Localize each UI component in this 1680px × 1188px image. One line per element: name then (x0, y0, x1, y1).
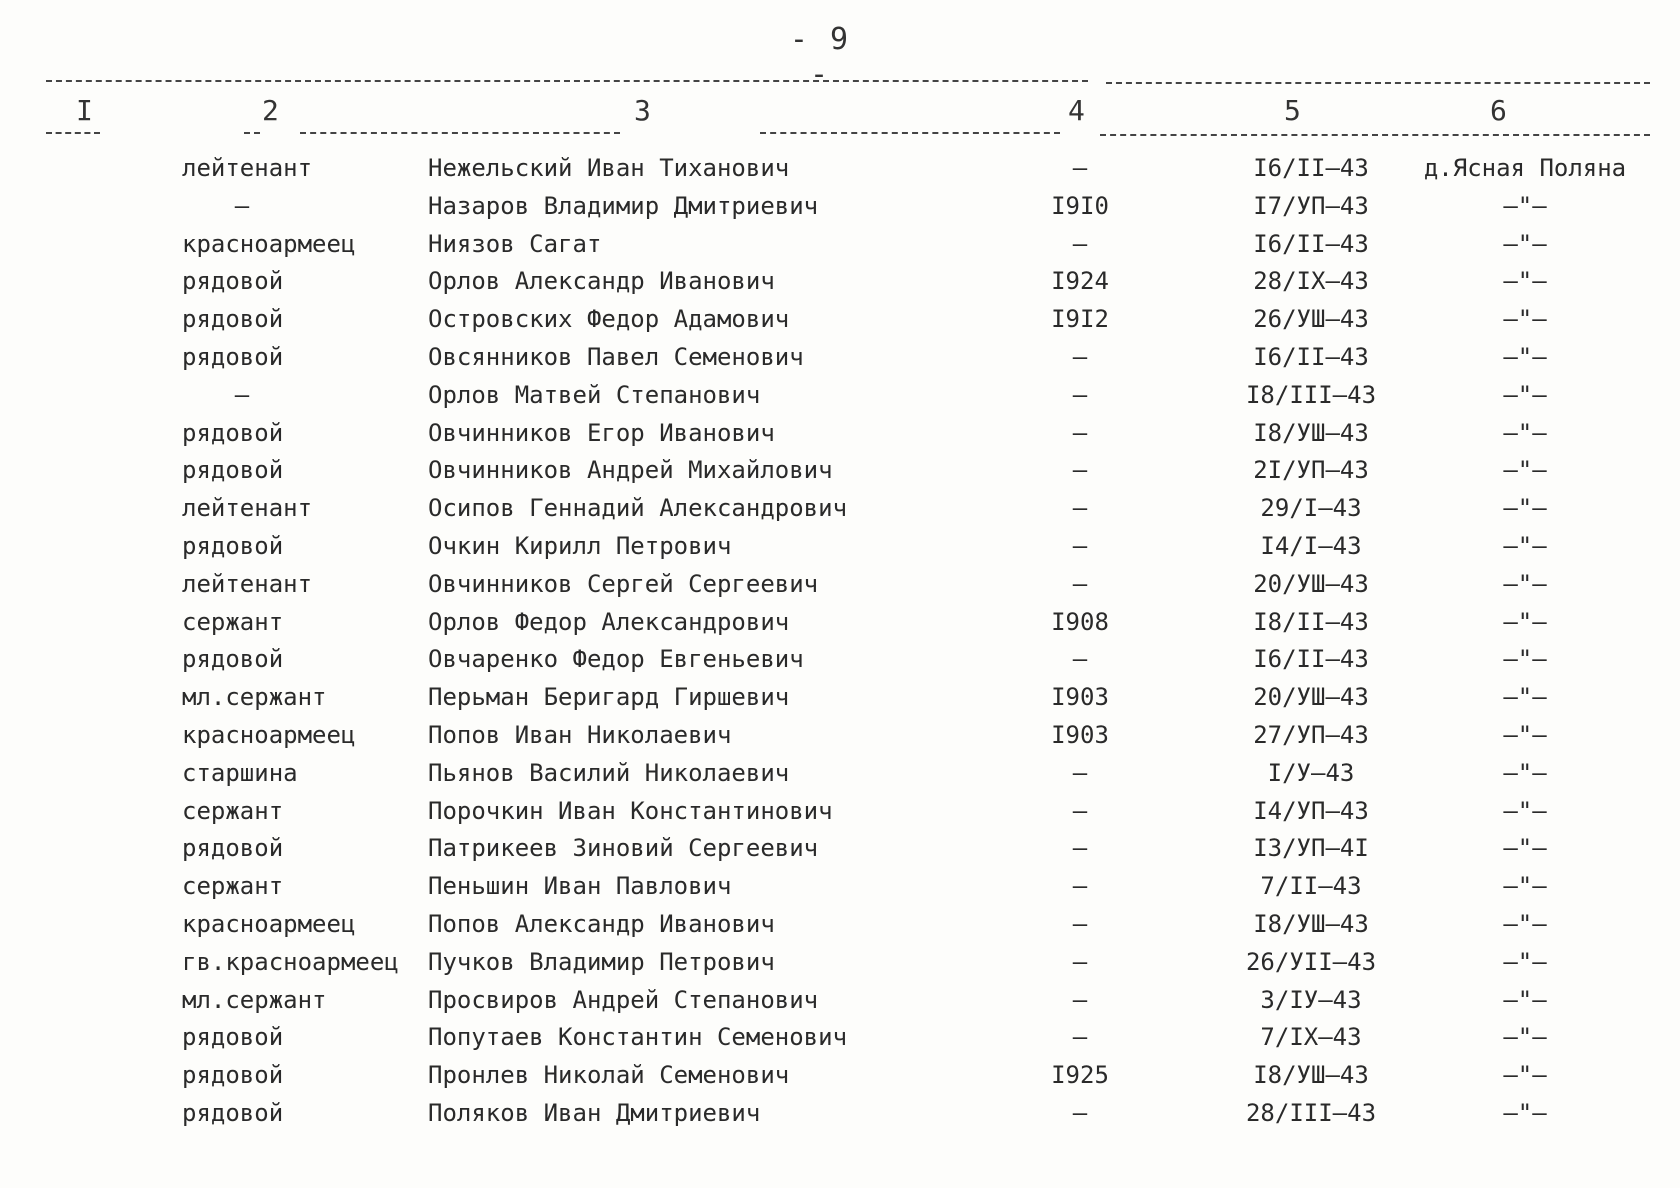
place-cell: –"– (1503, 947, 1547, 976)
date-cell: 7/IX–43 (1260, 1023, 1362, 1052)
table-row (0, 188, 1680, 226)
rank-cell: лейтенант (182, 154, 313, 182)
table-row (0, 755, 1680, 793)
rank-cell: рядовой (182, 305, 284, 334)
place-cell: –"– (1503, 645, 1547, 674)
name-cell: Попов Александр Иванович (428, 909, 775, 938)
birth-year-cell: – (1072, 154, 1088, 182)
place-cell: –"– (1503, 834, 1547, 863)
place-cell: –"– (1503, 569, 1547, 598)
place-cell: –"– (1503, 456, 1547, 485)
rank-cell: рядовой (182, 531, 284, 560)
date-cell: 20/УШ–43 (1253, 569, 1369, 598)
place-cell: –"– (1503, 1023, 1547, 1052)
column-header-2: 2 (262, 94, 279, 127)
table-row (0, 301, 1680, 339)
rank-cell: сержант (182, 796, 284, 825)
date-cell: I8/УШ–43 (1253, 418, 1369, 447)
table-row (0, 679, 1680, 717)
table-row (0, 1057, 1680, 1095)
table-row (0, 944, 1680, 982)
table-row (0, 566, 1680, 604)
place-cell: –"– (1503, 720, 1547, 749)
rank-cell: рядовой (182, 456, 284, 485)
place-cell: –"– (1503, 305, 1547, 334)
date-cell: I8/III–43 (1245, 380, 1377, 409)
name-cell: Овчинников Егор Иванович (428, 418, 775, 447)
header-top-rule (46, 80, 1088, 82)
place-cell: –"– (1503, 758, 1547, 787)
birth-year-cell: – (1072, 380, 1088, 409)
date-cell: 20/УШ–43 (1253, 683, 1369, 712)
date-cell: I4/I–43 (1260, 531, 1362, 560)
name-cell: Попов Иван Николаевич (428, 720, 732, 749)
birth-year-cell: – (1072, 947, 1088, 976)
table-row (0, 906, 1680, 944)
birth-year-cell: – (1072, 229, 1088, 258)
rank-cell: – (234, 380, 250, 409)
birth-year-cell: – (1072, 494, 1088, 523)
rank-cell: красноармеец (182, 720, 356, 749)
column-header-1: I (76, 94, 93, 127)
table-row (0, 415, 1680, 453)
rank-cell: сержант (182, 607, 284, 636)
birth-year-cell: – (1072, 1098, 1088, 1127)
date-cell: 3/IУ–43 (1260, 985, 1362, 1014)
rank-cell: красноармеец (182, 909, 356, 938)
place-cell: –"– (1503, 380, 1547, 409)
birth-year-cell: – (1072, 796, 1088, 825)
page-number: - 9 - (789, 22, 851, 92)
rank-cell: красноармеец (182, 229, 356, 258)
date-cell: I8/II–43 (1253, 607, 1369, 636)
rank-cell: рядовой (182, 834, 284, 863)
date-cell: I8/УШ–43 (1253, 1061, 1369, 1090)
birth-year-cell: I903 (1051, 683, 1109, 712)
name-cell: Орлов Федор Александрович (428, 607, 790, 636)
birth-year-cell: – (1072, 342, 1088, 371)
name-cell: Овчинников Сергей Сергеевич (428, 569, 819, 598)
name-cell: Назаров Владимир Дмитриевич (428, 191, 819, 220)
name-cell: Поляков Иван Дмитриевич (428, 1098, 761, 1127)
date-cell: 29/I–43 (1260, 494, 1362, 523)
name-cell: Овсянников Павел Семенович (428, 342, 804, 371)
place-cell: –"– (1503, 683, 1547, 712)
date-cell: I8/УШ–43 (1253, 909, 1369, 938)
place-cell: –"– (1503, 607, 1547, 636)
table-row (0, 150, 1680, 188)
place-cell: –"– (1503, 494, 1547, 523)
name-cell: Пучков Владимир Петрович (428, 947, 775, 976)
rank-cell: мл.сержант (182, 985, 327, 1014)
rank-cell: рядовой (182, 645, 284, 674)
rank-cell: рядовой (182, 1098, 284, 1127)
birth-year-cell: – (1072, 909, 1088, 938)
birth-year-cell: – (1072, 985, 1088, 1014)
name-cell: Пронлев Николай Семенович (428, 1061, 790, 1090)
place-cell: –"– (1503, 267, 1547, 296)
place-cell: –"– (1503, 985, 1547, 1014)
place-cell: –"– (1503, 796, 1547, 825)
date-cell: I3/УП–4I (1253, 834, 1369, 863)
birth-year-cell: – (1072, 645, 1088, 674)
table-row (0, 226, 1680, 264)
table-row (0, 830, 1680, 868)
birth-year-cell: – (1072, 531, 1088, 560)
date-cell: 2I/УП–43 (1253, 456, 1369, 485)
table-row (0, 452, 1680, 490)
name-cell: Нежельский Иван Тиханович (428, 154, 790, 182)
name-cell: Овчинников Андрей Михайлович (428, 456, 833, 485)
birth-year-cell: I9I0 (1051, 191, 1109, 220)
header-bottom-rule (244, 132, 260, 134)
date-cell: 28/IX–43 (1253, 267, 1369, 296)
name-cell: Осипов Геннадий Александрович (428, 494, 848, 523)
name-cell: Патрикеев Зиновий Сергеевич (428, 834, 819, 863)
name-cell: Пеньшин Иван Павлович (428, 872, 732, 901)
header-bottom-rule (1100, 134, 1650, 136)
table-row (0, 641, 1680, 679)
place-cell: –"– (1503, 229, 1547, 258)
header-bottom-rule (760, 132, 1060, 134)
name-cell: Очкин Кирилл Петрович (428, 531, 732, 560)
date-cell: I/У–43 (1267, 758, 1355, 787)
name-cell: Пьянов Василий Николаевич (428, 758, 790, 787)
birth-year-cell: I908 (1051, 607, 1109, 636)
birth-year-cell: I924 (1051, 267, 1109, 296)
birth-year-cell: I9I2 (1051, 305, 1109, 334)
date-cell: I6/II–43 (1253, 229, 1369, 258)
name-cell: Просвиров Андрей Степанович (428, 985, 819, 1014)
rank-cell: лейтенант (182, 494, 313, 523)
table-row (0, 868, 1680, 906)
header-bottom-rule (46, 132, 100, 134)
name-cell: Орлов Матвей Степанович (428, 380, 761, 409)
name-cell: Островских Федор Адамович (428, 305, 790, 334)
rank-cell: гв.красноармеец (182, 947, 399, 976)
birth-year-cell: – (1072, 456, 1088, 485)
rank-cell: рядовой (182, 418, 284, 447)
table-row (0, 339, 1680, 377)
place-cell: –"– (1503, 418, 1547, 447)
rank-cell: – (234, 191, 250, 220)
column-header-6: 6 (1490, 94, 1507, 127)
table-row (0, 490, 1680, 528)
birth-year-cell: I925 (1051, 1061, 1109, 1090)
date-cell: I4/УП–43 (1253, 796, 1369, 825)
column-header-5: 5 (1284, 94, 1301, 127)
column-header-4: 4 (1068, 94, 1085, 127)
birth-year-cell: – (1072, 834, 1088, 863)
table-row (0, 982, 1680, 1020)
birth-year-cell: I903 (1051, 720, 1109, 749)
date-cell: 27/УП–43 (1253, 720, 1369, 749)
table-row (0, 1019, 1680, 1057)
rank-cell: рядовой (182, 267, 284, 296)
place-cell: –"– (1503, 1061, 1547, 1090)
rank-cell: рядовой (182, 342, 284, 371)
place-cell: –"– (1503, 872, 1547, 901)
name-cell: Орлов Александр Иванович (428, 267, 775, 296)
date-cell: I6/II–43 (1253, 154, 1369, 182)
date-cell: 26/УШ–43 (1253, 305, 1369, 334)
place-cell: д.Ясная Поляна (1423, 154, 1627, 182)
place-cell: –"– (1503, 342, 1547, 371)
place-cell: –"– (1503, 1098, 1547, 1127)
birth-year-cell: – (1072, 758, 1088, 787)
name-cell: Перьман Беригард Гиршевич (428, 683, 790, 712)
place-cell: –"– (1503, 531, 1547, 560)
header-bottom-rule (300, 132, 620, 134)
rank-cell: мл.сержант (182, 683, 327, 712)
name-cell: Порочкин Иван Константинович (428, 796, 833, 825)
date-cell: 26/УII–43 (1245, 947, 1377, 976)
date-cell: 28/III–43 (1245, 1098, 1377, 1127)
table-row (0, 528, 1680, 566)
table-row (0, 793, 1680, 831)
table-row (0, 263, 1680, 301)
table-row (0, 1095, 1680, 1133)
table-body (0, 150, 1680, 1133)
rank-cell: рядовой (182, 1061, 284, 1090)
rank-cell: сержант (182, 872, 284, 901)
table-row (0, 377, 1680, 415)
date-cell: I6/II–43 (1253, 645, 1369, 674)
date-cell: I6/II–43 (1253, 342, 1369, 371)
table-row (0, 604, 1680, 642)
birth-year-cell: – (1072, 569, 1088, 598)
birth-year-cell: – (1072, 1023, 1088, 1052)
birth-year-cell: – (1072, 872, 1088, 901)
place-cell: –"– (1503, 191, 1547, 220)
place-cell: –"– (1503, 909, 1547, 938)
rank-cell: рядовой (182, 1023, 284, 1052)
name-cell: Ниязов Сагат (428, 229, 602, 258)
header-top-rule (1106, 82, 1650, 84)
name-cell: Овчаренко Федор Евгеньевич (428, 645, 804, 674)
column-header-3: 3 (634, 94, 651, 127)
rank-cell: старшина (182, 758, 298, 787)
date-cell: I7/УП–43 (1253, 191, 1369, 220)
rank-cell: лейтенант (182, 569, 313, 598)
name-cell: Попутаев Константин Семенович (428, 1023, 848, 1052)
date-cell: 7/II–43 (1260, 872, 1362, 901)
birth-year-cell: – (1072, 418, 1088, 447)
table-row (0, 717, 1680, 755)
